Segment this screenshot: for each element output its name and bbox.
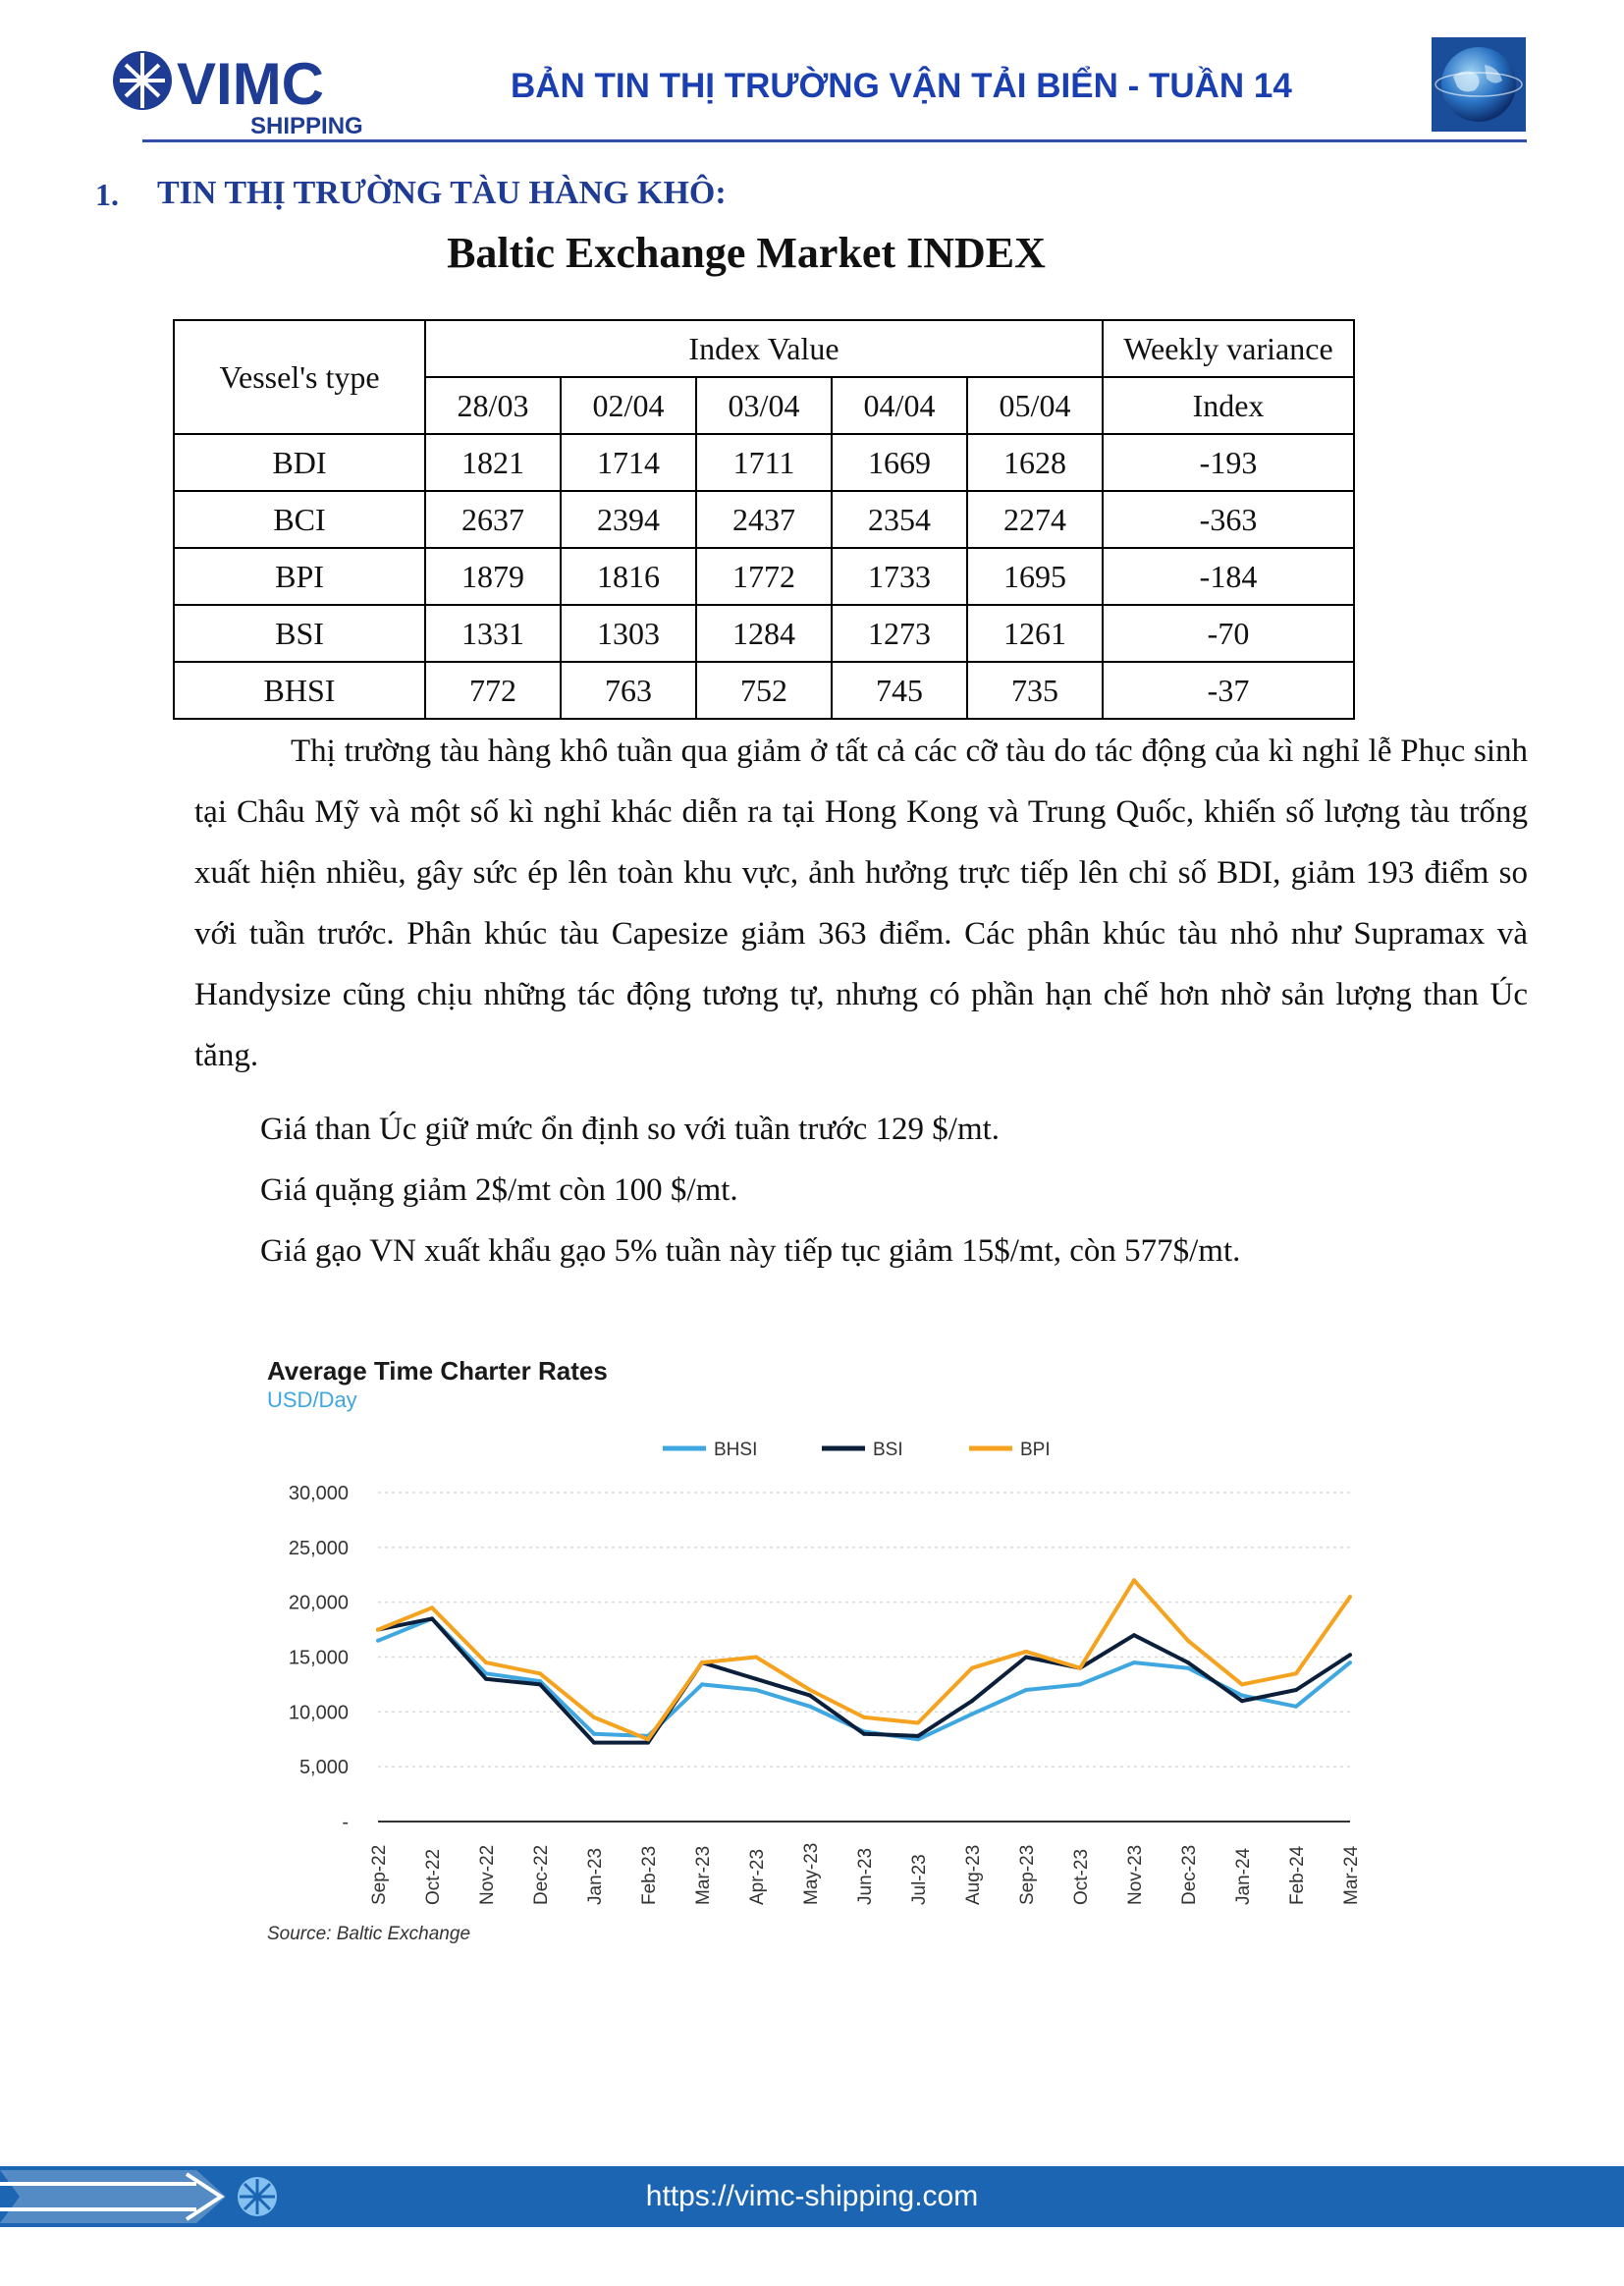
data-point xyxy=(916,1737,920,1741)
index-cell: 1821 xyxy=(425,434,561,491)
variance-cell: -70 xyxy=(1103,605,1354,662)
data-point xyxy=(916,1721,920,1725)
data-point xyxy=(1240,1694,1244,1698)
data-point xyxy=(538,1671,542,1675)
data-point xyxy=(430,1606,434,1609)
index-cell: 752 xyxy=(696,662,832,719)
section-number: 1. xyxy=(95,177,119,212)
vessel-type-cell: BPI xyxy=(174,548,425,605)
index-cell: 1772 xyxy=(696,548,832,605)
section-title: TIN THỊ TRƯỜNG TÀU HÀNG KHÔ: xyxy=(157,175,727,211)
series-line-bhsi xyxy=(378,1618,1350,1739)
header-index-value: Index Value xyxy=(425,320,1103,377)
data-point xyxy=(376,1639,380,1643)
data-point xyxy=(862,1732,866,1736)
table-row xyxy=(174,491,1354,548)
logo-text: VIMC xyxy=(177,51,324,117)
index-cell: 735 xyxy=(967,662,1103,719)
data-point xyxy=(1348,1653,1352,1657)
data-point xyxy=(1348,1595,1352,1599)
data-point xyxy=(808,1688,812,1692)
x-tick-label: Feb-23 xyxy=(639,1845,660,1905)
chart-subtitle: USD/Day xyxy=(267,1388,357,1412)
data-point xyxy=(538,1682,542,1686)
variance-cell: -184 xyxy=(1103,548,1354,605)
data-point xyxy=(1348,1660,1352,1664)
header-weekly-variance: Weekly variance xyxy=(1103,320,1354,377)
footer-url-link[interactable]: https://vimc-shipping.com xyxy=(645,2180,979,2212)
data-point xyxy=(916,1734,920,1738)
data-point xyxy=(1132,1660,1136,1664)
x-tick-label: Jun-23 xyxy=(855,1847,876,1905)
index-cell: 1733 xyxy=(832,548,967,605)
header-date: 05/04 xyxy=(967,377,1103,434)
data-point xyxy=(1024,1688,1028,1692)
index-cell: 1711 xyxy=(696,434,832,491)
x-tick-label: Nov-23 xyxy=(1125,1844,1146,1905)
data-point xyxy=(592,1732,596,1736)
index-cell: 1331 xyxy=(425,605,561,662)
table-title: Baltic Exchange Market INDEX xyxy=(447,229,1046,277)
header-title: BẢN TIN THỊ TRƯỜNG VẬN TẢI BIỂN - TUẦN 14 xyxy=(511,67,1292,105)
ore-price-text: Giá quặng giảm 2$/mt còn 100 $/mt. xyxy=(260,1172,738,1208)
y-tick-label: 5,000 xyxy=(298,1757,349,1779)
variance-cell: -37 xyxy=(1103,662,1354,719)
data-point xyxy=(1186,1639,1190,1643)
data-point xyxy=(808,1705,812,1709)
rice-price-text: Giá gạo VN xuất khẩu gạo 5% tuần này tiếp tục giảm 15$/mt, còn 577$/mt. xyxy=(260,1233,1241,1269)
market-paragraph: Thị trường tàu hàng khô tuần qua giảm ở tất cả các cỡ tàu do tác động của kì nghỉ lễ Phục sinh tại Châu Mỹ và một số kì nghỉ khác diễn ra tại Hong Kong và Trung Quốc, khiến số lượng tàu trống xuất hiện nhiều, gây sức ép lên toàn khu vực, ảnh hưởng trực tiếp lên chỉ số BDI, giảm 193 điểm so với tuần trước. Phân khúc tàu Capesize giảm 363 điểm. Các phân khúc tàu nhỏ như Supramax và Handysize cũng chịu những tác động tương tự, nhưng có phần hạn chế hơn nhờ sản lượng than Úc tăng. xyxy=(194,734,1528,1073)
data-point xyxy=(1240,1682,1244,1686)
data-point xyxy=(808,1694,812,1698)
header-date: 28/03 xyxy=(425,377,561,434)
table-row xyxy=(174,434,1354,491)
data-point xyxy=(1024,1656,1028,1660)
data-point xyxy=(484,1677,488,1681)
x-tick-label: Jan-23 xyxy=(585,1847,606,1905)
header-variance-index: Index xyxy=(1103,377,1354,434)
data-point xyxy=(754,1677,758,1681)
chart-source: Source: Baltic Exchange xyxy=(267,1924,471,1944)
data-point xyxy=(646,1737,650,1741)
x-tick-label: May-23 xyxy=(801,1842,822,1905)
vessel-type-cell: BDI xyxy=(174,434,425,491)
data-point xyxy=(1132,1633,1136,1637)
index-cell: 2437 xyxy=(696,491,832,548)
data-point xyxy=(592,1741,596,1745)
data-point xyxy=(754,1656,758,1660)
x-tick-label: Aug-23 xyxy=(963,1844,984,1905)
index-cell: 1284 xyxy=(696,605,832,662)
data-point xyxy=(1132,1578,1136,1582)
x-tick-label: Jul-23 xyxy=(909,1854,930,1905)
x-tick-label: Feb-24 xyxy=(1287,1845,1308,1905)
baltic-index-table xyxy=(173,319,1355,720)
data-point xyxy=(376,1628,380,1632)
table-row xyxy=(174,662,1354,719)
x-tick-label: Dec-23 xyxy=(1179,1844,1200,1905)
data-point xyxy=(970,1666,974,1670)
data-point xyxy=(592,1715,596,1719)
variance-cell: -363 xyxy=(1103,491,1354,548)
index-cell: 1695 xyxy=(967,548,1103,605)
header-divider xyxy=(142,139,1527,142)
index-cell: 745 xyxy=(832,662,967,719)
time-charter-chart xyxy=(255,1350,1375,1959)
y-tick-label: 25,000 xyxy=(288,1537,349,1559)
x-tick-label: Sep-22 xyxy=(369,1844,390,1905)
data-point xyxy=(1294,1688,1298,1692)
header-date: 04/04 xyxy=(832,377,967,434)
chart-title: Average Time Charter Rates xyxy=(267,1356,608,1386)
data-point xyxy=(1294,1671,1298,1675)
y-tick-label: 30,000 xyxy=(288,1483,349,1504)
y-tick-label: 20,000 xyxy=(288,1592,349,1614)
coal-price-text: Giá than Úc giữ mức ổn định so với tuần trước 129 $/mt. xyxy=(260,1112,1001,1147)
index-cell: 1816 xyxy=(561,548,696,605)
variance-cell: -193 xyxy=(1103,434,1354,491)
header-vessel-type: Vessel's type xyxy=(174,320,425,434)
data-point xyxy=(1078,1682,1082,1686)
table-row xyxy=(174,605,1354,662)
x-tick-label: Dec-22 xyxy=(531,1844,552,1905)
legend-label: BHSI xyxy=(714,1440,758,1460)
header-date: 03/04 xyxy=(696,377,832,434)
data-point xyxy=(862,1715,866,1719)
y-tick-label: 15,000 xyxy=(288,1647,349,1669)
index-cell: 2394 xyxy=(561,491,696,548)
legend-label: BPI xyxy=(1020,1440,1051,1460)
index-cell: 2354 xyxy=(832,491,967,548)
index-cell: 1261 xyxy=(967,605,1103,662)
x-tick-label: Apr-23 xyxy=(747,1848,768,1905)
y-tick-label: 10,000 xyxy=(288,1702,349,1724)
index-cell: 772 xyxy=(425,662,561,719)
vimc-shipping-logo xyxy=(108,43,403,141)
data-point xyxy=(700,1660,704,1664)
table-row xyxy=(174,548,1354,605)
x-tick-label: Mar-23 xyxy=(693,1845,714,1905)
data-point xyxy=(1186,1666,1190,1670)
x-tick-label: Mar-24 xyxy=(1341,1845,1362,1905)
data-point xyxy=(1078,1666,1082,1670)
vessel-type-cell: BCI xyxy=(174,491,425,548)
index-cell: 1714 xyxy=(561,434,696,491)
index-cell: 1669 xyxy=(832,434,967,491)
data-point xyxy=(700,1682,704,1686)
legend-label: BSI xyxy=(873,1440,903,1460)
data-point xyxy=(430,1616,434,1620)
index-cell: 1628 xyxy=(967,434,1103,491)
x-tick-label: Oct-23 xyxy=(1071,1848,1092,1905)
x-tick-label: Jan-24 xyxy=(1233,1847,1254,1905)
y-tick-label: - xyxy=(342,1812,349,1833)
index-cell: 2274 xyxy=(967,491,1103,548)
header-date: 02/04 xyxy=(561,377,696,434)
x-tick-label: Oct-22 xyxy=(423,1848,444,1905)
data-point xyxy=(1024,1650,1028,1654)
vessel-type-cell: BSI xyxy=(174,605,425,662)
data-point xyxy=(970,1713,974,1716)
index-cell: 1273 xyxy=(832,605,967,662)
data-point xyxy=(1240,1699,1244,1703)
vessel-type-cell: BHSI xyxy=(174,662,425,719)
data-point xyxy=(754,1688,758,1692)
globe-icon xyxy=(1432,37,1526,132)
index-cell: 2637 xyxy=(425,491,561,548)
x-tick-label: Sep-23 xyxy=(1017,1844,1038,1905)
logo-subtext: SHIPPING xyxy=(250,113,363,139)
data-point xyxy=(484,1660,488,1664)
index-cell: 763 xyxy=(561,662,696,719)
data-point xyxy=(970,1699,974,1703)
index-cell: 1303 xyxy=(561,605,696,662)
data-point xyxy=(1186,1660,1190,1664)
x-tick-label: Nov-22 xyxy=(477,1844,498,1905)
data-point xyxy=(1294,1705,1298,1709)
index-cell: 1879 xyxy=(425,548,561,605)
